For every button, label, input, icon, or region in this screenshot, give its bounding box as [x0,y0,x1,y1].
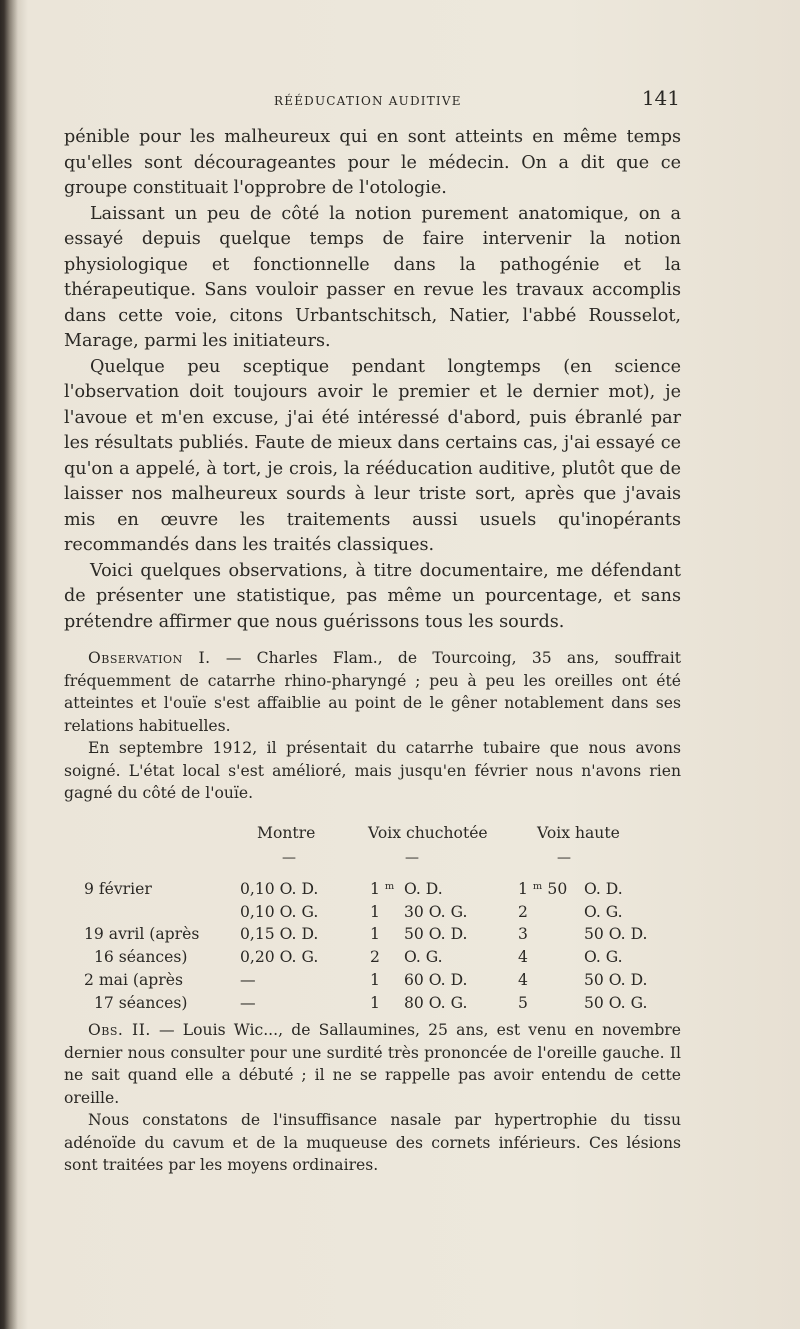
header-dash: — [557,850,571,866]
paragraph: pénible pour les malheureux qui en sont atteints en même temps qu'elles sont décourageantes pour le médecin. On a dit que ce groupe constituait l'opprobre de l'otologie. [64,127,681,198]
table-cell-montre: 0,10 O. G. [240,902,319,921]
running-title: RÉÉDUCATION AUDITIVE [274,94,462,108]
table-cell-h1: 2 [518,902,528,921]
header-dash: — [405,850,419,866]
column-header-montre: Montre [257,824,316,842]
column-header-voix-chuchotee: Voix chuchotée [368,824,488,842]
main-text [64,125,681,635]
table-cell-v2: O. G. [404,948,443,967]
table-cell-h2: O. G. [584,902,623,921]
table-cell-h2: O. D. [584,880,623,898]
observation-text: — Louis Wic..., de Sallaumines, 25 ans, est venu en novembre dernier nous consulter pour une surdité très prononcée de l'oreille gauche. Il ne sait quand elle a débuté ; il ne se rappelle pas avoir entendu de cette oreille. [64,1021,681,1107]
table-cell-v2: 80 O. G. [404,993,468,1012]
table-cell-v1: 1 ᵐ [370,880,395,898]
table-cell-h1: 5 [518,993,528,1012]
table-cell-h1: 4 [518,970,528,989]
observation-label: Obs. II. [88,1021,151,1039]
table-cell-v2: 60 O. D. [404,970,468,989]
observation-2 [64,1019,681,1177]
table-cell-montre: — [240,970,256,989]
hearing-table [64,822,684,1012]
observation-paragraph: En septembre 1912, il présentait du catarrhe tubaire que nous avons soigné. L'état local s'est amélioré, mais jusqu'en février nous n'avons rien gagné du côté de l'ouïe. [64,739,681,802]
header-dash: — [282,850,296,866]
observation-label: Observation I. [88,649,211,667]
table-cell-montre: 0,10 O. D. [240,880,319,898]
table-cell-h2: 50 O. G. [584,993,648,1012]
observation-paragraph [64,647,681,737]
table-cell-v1: 1 [370,925,380,944]
table-cell-h2: 50 O. D. [584,970,648,989]
table-cell-v2: 50 O. D. [404,925,468,944]
column-header-voix-haute: Voix haute [537,824,620,842]
table-cell-v2: 30 O. G. [404,902,468,921]
table-cell-date: 9 février [84,880,152,898]
table-cell-v1: 1 [370,902,380,921]
paragraph: Quelque peu sceptique pendant longtemps (en science l'observation doit toujours avoir le premier et le dernier mot), je l'avoue et m'en excuse, j'ai été intéressé d'abord, puis ébranlé par les résultats publiés. Faute de mieux dans certains cas, j'ai essayé ce qu'on a appelé, à tort, je crois, la rééducation auditive, plutôt que de laisser nos malheureux sourds à leur triste sort, après que j'avais mis en œuvre les traitements aussi usuels qu'inopérants recommandés dans les traités classiques. [64,356,681,555]
table-cell-date: 2 mai (après [84,970,183,989]
table-cell-date: 16 séances) [94,948,188,967]
paragraph: Laissant un peu de côté la notion purement anatomique, on a essayé depuis quelque temps de faire intervenir la notion physiologique et fonctionnelle dans la pathogénie et la thérapeutique. Sans vouloir passer en revue les travaux accomplis dans cette voie, citons Urbantschitsch, Natier, l'abbé Rousselot, Marage, parmi les initiateurs. [64,203,681,351]
table-cell-v2: O. D. [404,880,443,898]
paragraph: Voici quelques observations, à titre documentaire, me défendant de présenter une statistique, pas même un pourcentage, et sans prétendre affirmer que nous guérissons tous les sourds. [64,560,681,632]
table-cell-montre: — [240,993,256,1012]
table-cell-v1: 1 [370,970,380,989]
table-cell-date: 19 avril (après [84,925,200,944]
table-cell-h2: 50 O. D. [584,925,648,944]
observation-text: — Charles Flam., de Tourcoing, 35 ans, souffrait fréquemment de catarrhe rhino-pharyngé ; peu à peu les oreilles ont été atteintes et l'ouïe s'est affaiblie au point de le gêner notablement dans ses relations habituelles. [64,649,681,735]
table-cell-h2: O. G. [584,948,623,967]
page-header [62,84,682,118]
table-cell-h1: 3 [518,925,528,944]
table-cell-v1: 2 [370,948,380,967]
table-cell-v1: 1 [370,993,380,1012]
observation-1 [64,647,681,805]
page-number: 141 [641,86,680,110]
observation-paragraph: Nous constatons de l'insuffisance nasale par hypertrophie du tissu adénoïde du cavum et de la muqueuse des cornets inférieurs. Ces lésions sont traitées par les moyens ordinaires. [64,1111,681,1174]
table-cell-date: 17 séances) [94,993,188,1012]
table-cell-montre: 0,20 O. G. [240,948,319,967]
table-cell-h1: 1 ᵐ 50 [518,880,568,898]
table-cell-h1: 4 [518,948,528,967]
table-cell-montre: 0,15 O. D. [240,925,319,944]
observation-paragraph [64,1019,681,1109]
